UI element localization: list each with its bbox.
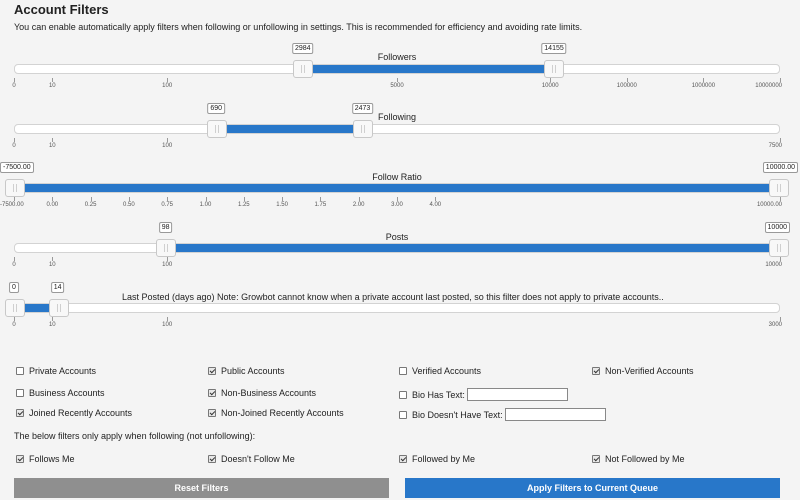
reset-filters-button[interactable]: Reset Filters [14,478,389,498]
filter-checkbox-item[interactable] [399,388,568,401]
page-description: You can enable automatically apply filters when following or unfollowing in settings. This is recommended for efficiency and avoiding rate limits. [14,22,583,32]
checkbox-label: Non-Joined Recently Accounts [221,408,344,418]
checkbox-icon[interactable] [208,367,216,375]
checkbox-icon[interactable] [399,391,407,399]
following-min-handle[interactable] [207,120,227,138]
tick-mark [435,197,436,201]
tick-mark [397,197,398,201]
tick-mark [14,197,15,201]
checkbox-label: Public Accounts [221,366,285,376]
tick-label: 0 [12,322,16,328]
posts-min-handle[interactable] [156,239,176,257]
checkbox-icon[interactable] [592,455,600,463]
checkbox-icon[interactable] [16,409,24,417]
last_posted-max-value-tooltip: 14 [51,282,65,293]
tick-mark [550,78,551,82]
filter-checkbox-item[interactable] [399,366,481,376]
last_posted-max-handle[interactable] [49,299,69,317]
tick-label: 100 [162,322,173,328]
tick-label: 10 [48,322,56,328]
checkbox-icon[interactable] [208,409,216,417]
tick-mark [359,197,360,201]
tick-label: 0.00 [46,202,59,208]
checkbox-label: Private Accounts [29,366,97,376]
tick-mark [52,317,53,321]
checkbox-label: Bio Has Text: [412,389,465,400]
ratio-slider-track[interactable] [14,183,780,193]
followers-max-value-tooltip: 14155 [541,43,566,54]
tick-label: 100000 [616,83,637,89]
tick-label: 0.75 [161,202,174,208]
tick-label: 1.00 [199,202,212,208]
followers-min-value-tooltip: 2984 [292,43,314,54]
tick-mark [167,78,168,82]
checkbox-label: Follows Me [29,454,75,464]
last_posted-slider-track[interactable] [14,303,780,313]
tick-mark [397,78,398,82]
tick-mark [627,78,628,82]
checkbox-label: Business Accounts [29,388,105,398]
tick-mark [780,138,781,142]
tick-mark [780,197,781,201]
filter-checkbox-item[interactable] [208,408,344,418]
posts-slider-label: Posts [385,232,409,242]
ratio-max-value-tooltip: 10000.00 [763,162,798,173]
tick-label: 10000 [765,262,782,268]
tick-mark [206,197,207,201]
tick-mark [91,197,92,201]
checkbox-label: Bio Doesn't Have Text: [412,409,503,420]
checkbox-icon[interactable] [399,455,407,463]
tick-label: 10000 [541,83,559,89]
checkbox-icon[interactable] [208,455,216,463]
bio-text-input[interactable] [467,388,568,401]
following-slider-label: Following [377,112,417,122]
tick-label: 0 [12,262,16,268]
tick-mark [780,257,781,261]
following-filter-checkbox[interactable] [208,454,295,464]
checkbox-icon[interactable] [592,367,600,375]
tick-mark [780,78,781,82]
checkbox-icon[interactable] [208,389,216,397]
tick-label: 0.50 [123,202,135,208]
checkbox-label: Joined Recently Accounts [29,408,133,418]
apply-filters-button[interactable]: Apply Filters to Current Queue [405,478,780,498]
filter-checkbox-item[interactable] [208,388,316,398]
tick-mark [129,197,130,201]
checkbox-label: Non-Business Accounts [221,388,317,398]
tick-label: 10 [48,143,56,149]
last_posted-slider-label: Last Posted (days ago) Note: Growbot cannot know when a private account last posted, so this filter does not apply to private accounts.. [122,292,664,302]
tick-label: 1.75 [314,202,327,208]
posts-max-handle[interactable] [769,239,789,257]
tick-label: 0.25 [84,202,97,208]
tick-label: 100 [162,143,173,149]
followers-slider-range [303,65,554,73]
last_posted-min-value-tooltip: 0 [9,282,19,293]
tick-mark [167,197,168,201]
tick-label: 3.00 [391,202,403,208]
tick-label: 1.25 [237,202,250,208]
tick-label: 2.00 [352,202,365,208]
ratio-min-value-tooltip: -7500.00 [0,162,34,173]
tick-label: 10000.00 [756,202,782,208]
following-max-handle[interactable] [353,120,373,138]
tick-label: 10 [48,262,56,268]
posts-slider-range [166,244,779,252]
tick-label: 100 [162,262,173,268]
following-note: The below filters only apply when following (not unfollowing): [14,431,256,441]
following-max-value-tooltip: 2473 [352,103,374,114]
tick-mark [780,317,781,321]
followers-slider-label: Followers [377,52,417,62]
tick-mark [52,138,53,142]
tick-label: 5000 [390,83,404,89]
tick-mark [167,257,168,261]
tick-mark [703,78,704,82]
tick-label: 10000000 [755,83,782,89]
checkbox-label: Followed by Me [412,454,476,464]
followers-slider-track[interactable] [14,64,780,74]
filter-checkbox-item[interactable] [208,366,285,376]
checkbox-label: Verified Accounts [412,366,482,376]
checkbox-icon[interactable] [399,411,407,419]
checkbox-icon[interactable] [399,367,407,375]
checkbox-label: Doesn't Follow Me [221,454,295,464]
tick-mark [282,197,283,201]
last_posted-min-handle[interactable] [5,299,25,317]
tick-mark [244,197,245,201]
followers-max-handle[interactable] [544,60,564,78]
ratio-min-handle[interactable] [5,179,25,197]
ratio-slider-range [15,184,779,192]
following-slider-range [217,125,363,133]
tick-mark [14,317,15,321]
tick-mark [14,78,15,82]
tick-label: -7500.00 [0,202,24,208]
followers-min-handle[interactable] [293,60,313,78]
posts-min-value-tooltip: 98 [159,222,173,233]
tick-mark [167,317,168,321]
checkbox-icon[interactable] [16,455,24,463]
posts-max-value-tooltip: 10000 [765,222,790,233]
following-min-value-tooltip: 690 [207,103,225,114]
filter-checkbox-item[interactable] [16,388,105,398]
ratio-max-handle[interactable] [769,179,789,197]
following-slider-track[interactable] [14,124,780,134]
tick-label: 4.00 [429,202,442,208]
bio-text-input[interactable] [505,408,606,421]
filter-checkbox-item[interactable] [16,366,96,376]
tick-label: 0 [12,83,16,89]
filter-checkbox-item[interactable] [592,366,694,376]
filter-checkbox-item[interactable] [399,408,606,421]
page-title: Account Filters [14,2,109,17]
tick-mark [52,197,53,201]
tick-mark [14,138,15,142]
tick-mark [52,78,53,82]
tick-label: 100 [162,83,173,89]
following-filter-checkbox[interactable] [16,454,75,464]
following-filter-checkbox[interactable] [399,454,475,464]
tick-label: 1.50 [276,202,288,208]
tick-mark [52,257,53,261]
tick-mark [14,257,15,261]
tick-label: 0 [12,143,16,149]
tick-label: 3000 [768,322,782,328]
tick-mark [167,138,168,142]
following-filter-checkbox[interactable] [592,454,685,464]
checkbox-icon[interactable] [16,367,24,375]
tick-mark [320,197,321,201]
posts-slider-track[interactable] [14,243,780,253]
checkbox-label: Non-Verified Accounts [605,366,694,376]
checkbox-icon[interactable] [16,389,24,397]
filter-checkbox-item[interactable] [16,408,132,418]
ratio-slider-label: Follow Ratio [372,172,422,182]
checkbox-label: Not Followed by Me [605,454,685,464]
tick-label: 7500 [768,143,782,149]
tick-label: 1000000 [691,83,716,89]
tick-label: 10 [48,83,56,89]
